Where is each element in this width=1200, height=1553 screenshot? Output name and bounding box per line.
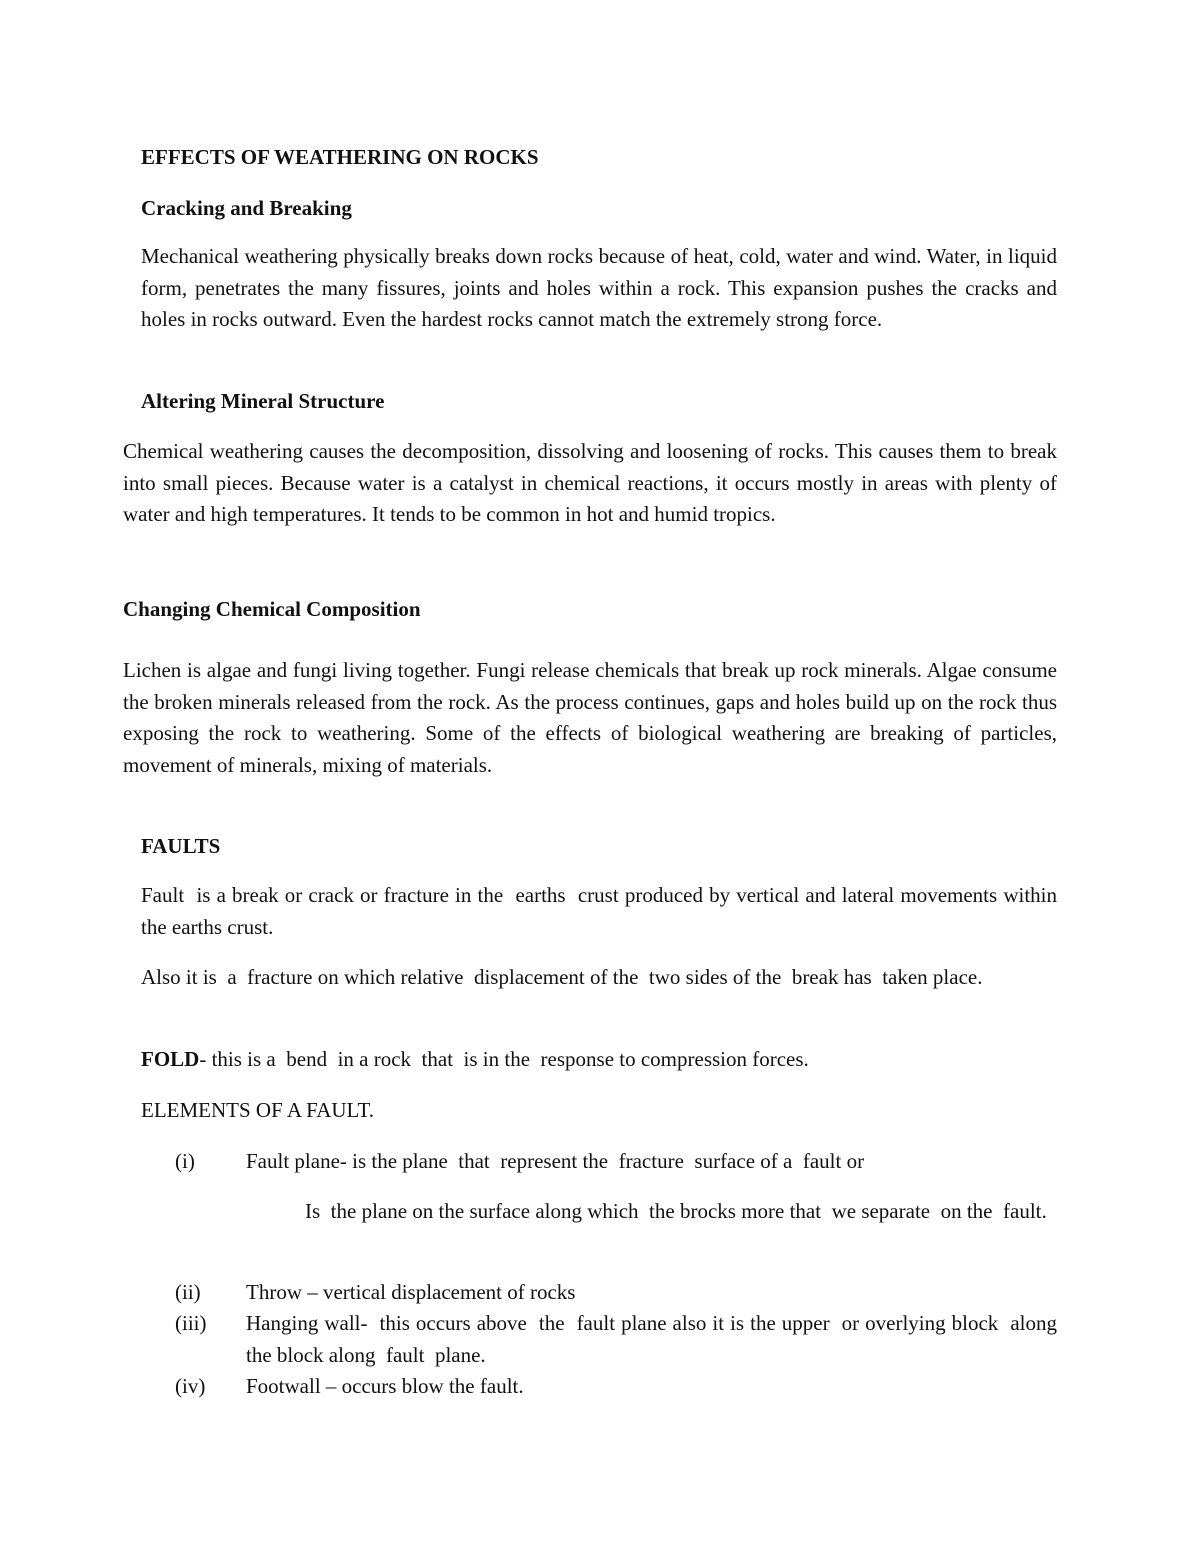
page-title: EFFECTS OF WEATHERING ON ROCKS [141,145,539,169]
list-item [175,1308,1063,1372]
list-item-number: (i) [175,1149,195,1173]
elements-heading: ELEMENTS OF A FAULT. [141,1098,374,1122]
list-item-number: (iv) [175,1374,206,1398]
section-heading-mineral: Altering Mineral Structure [141,389,385,413]
faults-heading: FAULTS [141,834,221,858]
section-heading-cracking: Cracking and Breaking [141,196,352,220]
list-item-continuation: Is the plane on the surface along which the brocks more that we separate on the fault. [305,1199,1047,1223]
list-item-text: Hanging wall- this occurs above the fault plane also it is the upper or overlying block along the block along fault plane. [246,1311,1063,1367]
faults-also: Also it is a fracture on which relative displacement of the two sides of the break has taken place. [141,965,983,989]
section-body-chemical: Lichen is algae and fungi living together. Fungi release chemicals that break up rock minerals. Algae consume the broken minerals released from the rock. As the process continues, gaps and holes build up on the rock thus exposing the rock to weathering. Some of the effects of biological weathering are breaking of particles, movement of minerals, mixing of materials. [123,658,1057,777]
section-heading-chemical: Changing Chemical Composition [123,597,421,621]
section-body-cracking: Mechanical weathering physically breaks down rocks because of heat, cold, water and wind. Water, in liquid form, penetrates the many fissures, joints and holes within a rock. This expansion pushes the cracks and holes in rocks outward. Even the hardest rocks cannot match the extremely strong force. [141,244,1057,331]
faults-definition: Fault is a break or crack or fracture in the earths crust produced by vertical and lateral movements within the earths crust. [141,883,1063,939]
list-item [175,1371,1057,1403]
fold-text: - this is a bend in a rock that is in the response to compression forces. [199,1047,809,1071]
section-body-mineral: Chemical weathering causes the decomposition, dissolving and loosening of rocks. This causes them to break into small pieces. Because water is a catalyst in chemical reactions, it occurs mostly in areas with plenty of water and high temperatures. It tends to be common in hot and humid tropics. [123,439,1057,526]
fold-term: FOLD [141,1047,200,1071]
fold-definition [141,1044,809,1076]
list-item [175,1277,1057,1309]
list-item [175,1146,1057,1178]
list-item-text: Throw – vertical displacement of rocks [246,1280,576,1304]
list-item-number: (ii) [175,1280,201,1304]
list-item-number: (iii) [175,1311,207,1335]
list-item-text: Fault plane- is the plane that represent the fracture surface of a fault or [246,1149,865,1173]
list-item-text: Footwall – occurs blow the fault. [246,1374,524,1398]
